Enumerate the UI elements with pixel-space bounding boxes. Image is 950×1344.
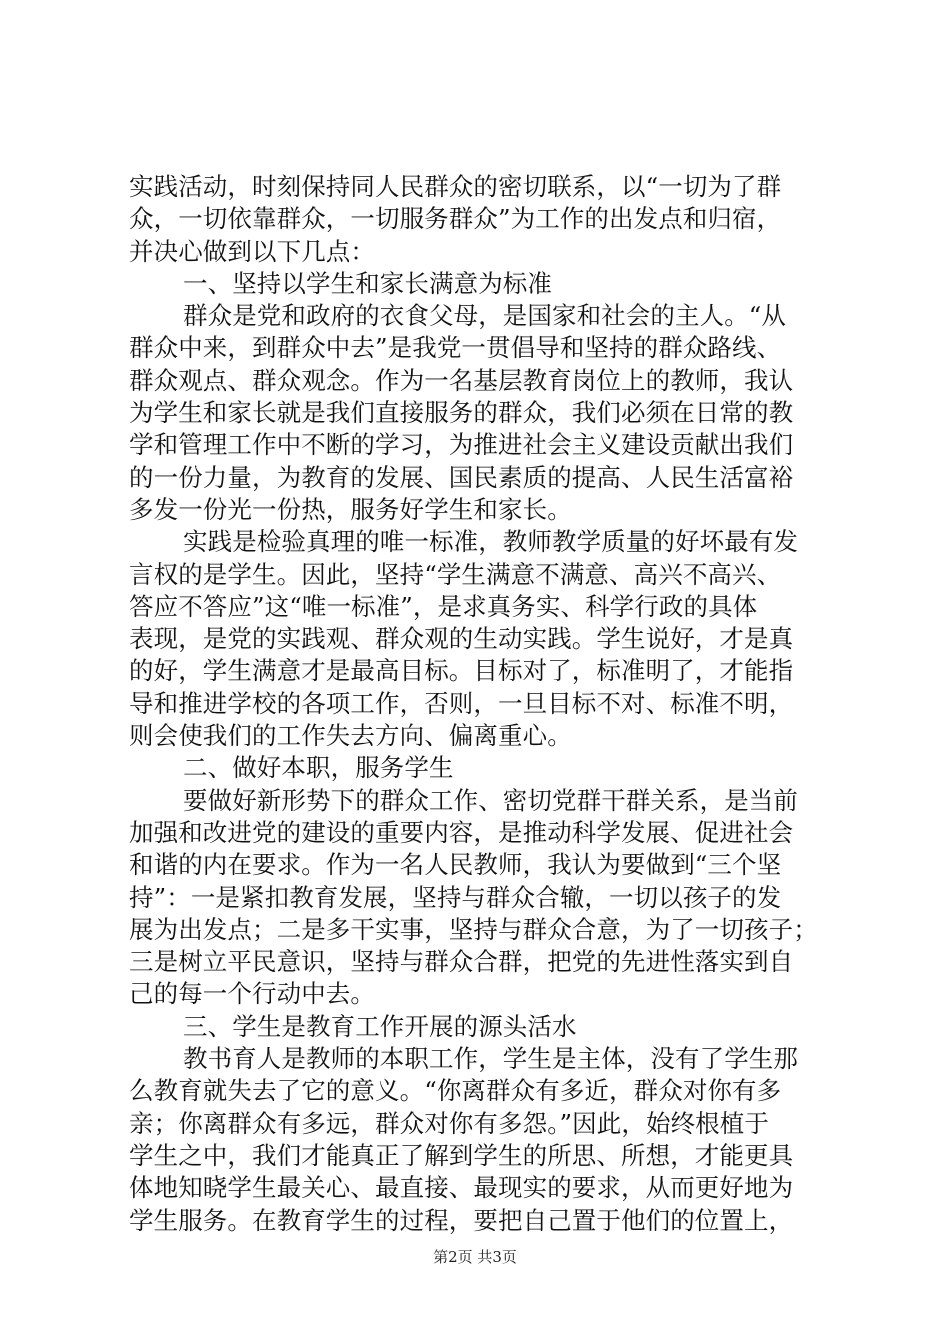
text-line: 的一份力量，为教育的发展、国民素质的提高、人民生活富裕 bbox=[129, 462, 794, 492]
text-line: 学生之中，我们才能真正了解到学生的所思、所想，才能更具 bbox=[129, 1140, 794, 1170]
text-line: 群众是党和政府的衣食父母，是国家和社会的主人。“从 bbox=[183, 301, 787, 331]
text-line: 么教育就失去了它的意义。“你离群众有多近，群众对你有多 bbox=[129, 1076, 782, 1106]
text-line: 教书育人是教师的本职工作，学生是主体，没有了学生那 bbox=[183, 1044, 798, 1074]
text-line: 则会使我们的工作失去方向、偏离重心。 bbox=[129, 721, 572, 751]
text-line: 群众中来，到群众中去”是我党一贯倡导和坚持的群众路线、 bbox=[129, 333, 782, 363]
text-line: 多发一份光一份热，服务好学生和家长。 bbox=[129, 494, 572, 524]
text-line: 导和推进学校的各项工作，否则，一旦目标不对、标准不明， bbox=[129, 688, 794, 718]
text-line: 并决心做到以下几点： bbox=[129, 236, 375, 266]
text-line: 二、做好本职，服务学生 bbox=[183, 753, 454, 783]
text-line: 群众观点、群众观念。作为一名基层教育岗位上的教师，我认 bbox=[129, 365, 794, 395]
text-line: 的好，学生满意才是最高目标。目标对了，标准明了，才能指 bbox=[129, 656, 794, 686]
text-line: 众，一切依靠群众，一切服务群众”为工作的出发点和归宿， bbox=[129, 204, 782, 234]
text-line: 学和管理工作中不断的学习，为推进社会主义建设贡献出我们 bbox=[129, 430, 794, 460]
text-line: 要做好新形势下的群众工作、密切党群干群关系，是当前 bbox=[183, 785, 798, 815]
page-footer: 第2页 共3页 bbox=[433, 1248, 517, 1266]
text-line: 持”：一是紧扣教育发展，坚持与群众合辙，一切以孩子的发 bbox=[129, 882, 782, 912]
text-line: 亲；你离群众有多远，群众对你有多怨。”因此，始终根植于 bbox=[129, 1108, 769, 1138]
text-line: 体地知晓学生最关心、最直接、最现实的要求，从而更好地为 bbox=[129, 1173, 794, 1203]
text-line: 展为出发点；二是多干实事，坚持与群众合意，为了一切孩子； bbox=[129, 914, 818, 944]
text-line: 答应不答应”这“唯一标准”，是求真务实、科学行政的具体 bbox=[129, 591, 758, 621]
text-line: 言权的是学生。因此，坚持“学生满意不满意、高兴不高兴、 bbox=[129, 559, 782, 589]
text-line: 表现，是党的实践观、群众观的生动实践。学生说好，才是真 bbox=[129, 624, 794, 654]
text-line: 实践是检验真理的唯一标准，教师教学质量的好坏最有发 bbox=[183, 527, 798, 557]
text-line: 和谐的内在要求。作为一名人民教师，我认为要做到“三个坚 bbox=[129, 850, 782, 880]
text-line: 己的每一个行动中去。 bbox=[129, 979, 375, 1009]
text-line: 三、学生是教育工作开展的源头活水 bbox=[183, 1011, 577, 1041]
text-line: 加强和改进党的建设的重要内容，是推动科学发展、促进社会 bbox=[129, 817, 794, 847]
text-line: 三是树立平民意识，坚持与群众合群，把党的先进性落实到自 bbox=[129, 947, 794, 977]
document-body bbox=[129, 171, 845, 1237]
text-line: 学生服务。在教育学生的过程，要把自己置于他们的位置上， bbox=[129, 1205, 794, 1235]
text-line: 实践活动，时刻保持同人民群众的密切联系，以“一切为了群 bbox=[129, 172, 782, 201]
text-line: 一、坚持以学生和家长满意为标准 bbox=[183, 268, 552, 298]
text-line: 为学生和家长就是我们直接服务的群众，我们必须在日常的教 bbox=[129, 398, 794, 428]
